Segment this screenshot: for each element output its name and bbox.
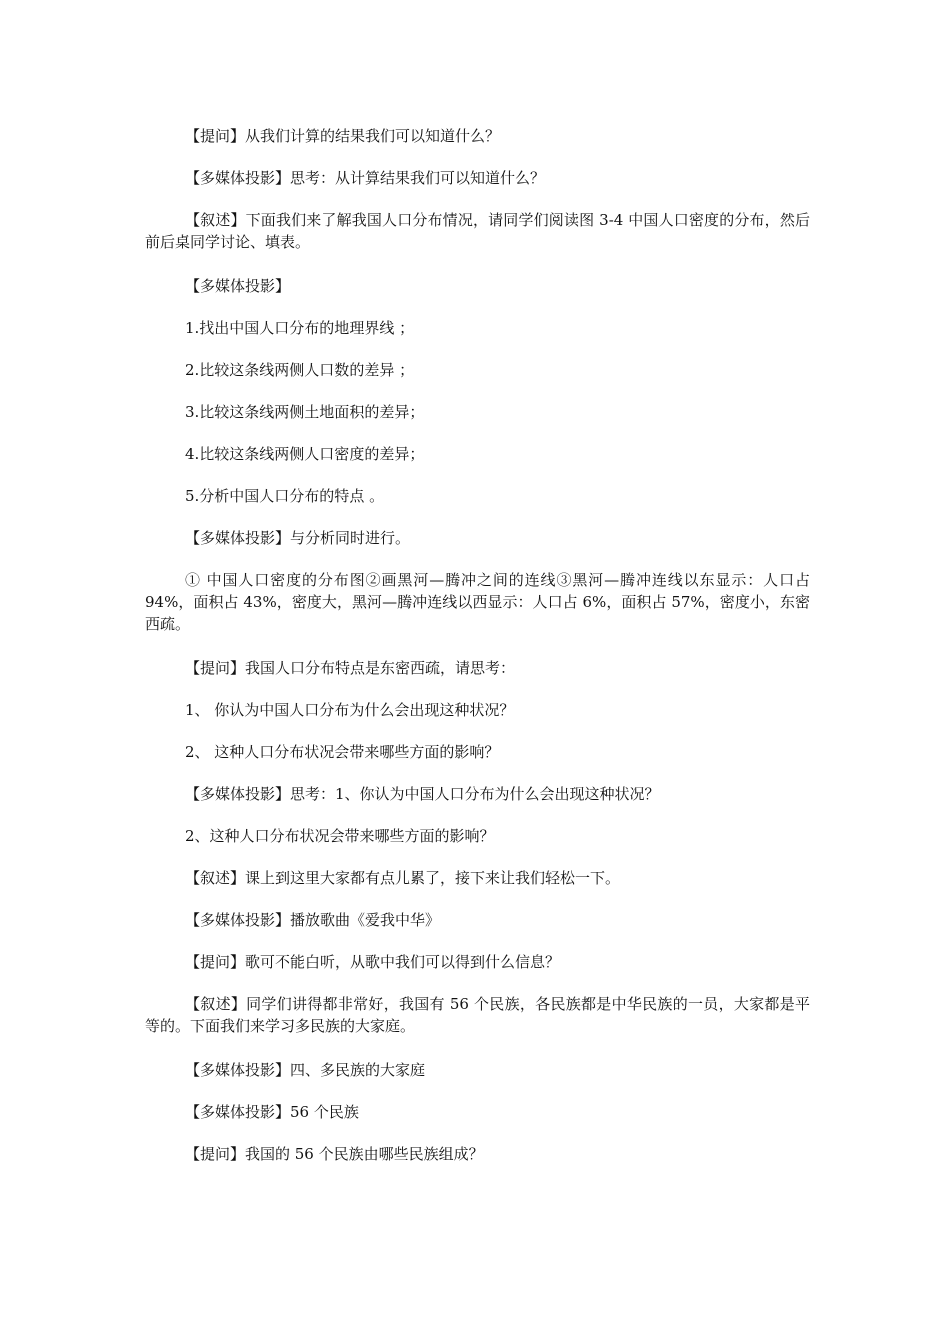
task-4: 4.比较这条线两侧人口密度的差异；: [185, 445, 425, 463]
question-result: 【提问】从我们计算的结果我们可以知道什么？: [185, 127, 501, 145]
narration-population: 【叙述】下面我们来了解我国人口分布情况，请同学们阅读图 3-4 中国人口密度的分布，然后前后桌同学讨论、填表。: [145, 211, 810, 251]
density-description: ① 中国人口密度的分布图②画黑河—腾冲之间的连线③黑河—腾冲连线以东显示：人口占 94%，面积占 43%，密度大，黑河—腾冲连线以西显示：人口占 6%，面积占 57%，密度小，东密西疏。: [145, 571, 810, 633]
question-item-1: 1、 你认为中国人口分布为什么会出现这种状况？: [185, 701, 515, 719]
narration-ethnic: 【叙述】同学们讲得都非常好，我国有 56 个民族，各民族都是中华民族的一员，大家都是平等的。下面我们来学习多民族的大家庭。: [145, 995, 810, 1035]
question-song: 【提问】歌可不能白听，从歌中我们可以得到什么信息？: [185, 953, 561, 971]
question-item-2: 2、 这种人口分布状况会带来哪些方面的影响？: [185, 743, 500, 761]
question-ethnic: 【提问】我国的 56 个民族由哪些民族组成？: [185, 1145, 484, 1163]
task-5: 5.分析中国人口分布的特点 。: [185, 487, 385, 505]
multimedia-heading: 【多媒体投影】: [185, 277, 291, 295]
multimedia-parallel: 【多媒体投影】与分析同时进行。: [185, 529, 411, 547]
multimedia-think: 【多媒体投影】思考：从计算结果我们可以知道什么？: [185, 169, 546, 187]
multimedia-56: 【多媒体投影】56 个民族: [185, 1103, 359, 1121]
question-distribution: 【提问】我国人口分布特点是东密西疏，请思考：: [185, 659, 516, 677]
multimedia-think-2: 【多媒体投影】思考：1、你认为中国人口分布为什么会出现这种状况？: [185, 785, 660, 803]
think-item-2: 2、这种人口分布状况会带来哪些方面的影响？: [185, 827, 495, 845]
multimedia-section-four: 【多媒体投影】四、多民族的大家庭: [185, 1061, 426, 1079]
task-1: 1.找出中国人口分布的地理界线 ；: [185, 319, 415, 337]
task-2: 2.比较这条线两侧人口数的差异 ；: [185, 361, 415, 379]
narration-relax: 【叙述】课上到这里大家都有点儿累了，接下来让我们轻松一下。: [185, 869, 621, 887]
task-3: 3.比较这条线两侧土地面积的差异；: [185, 403, 425, 421]
multimedia-song: 【多媒体投影】播放歌曲《爱我中华》: [185, 911, 441, 929]
